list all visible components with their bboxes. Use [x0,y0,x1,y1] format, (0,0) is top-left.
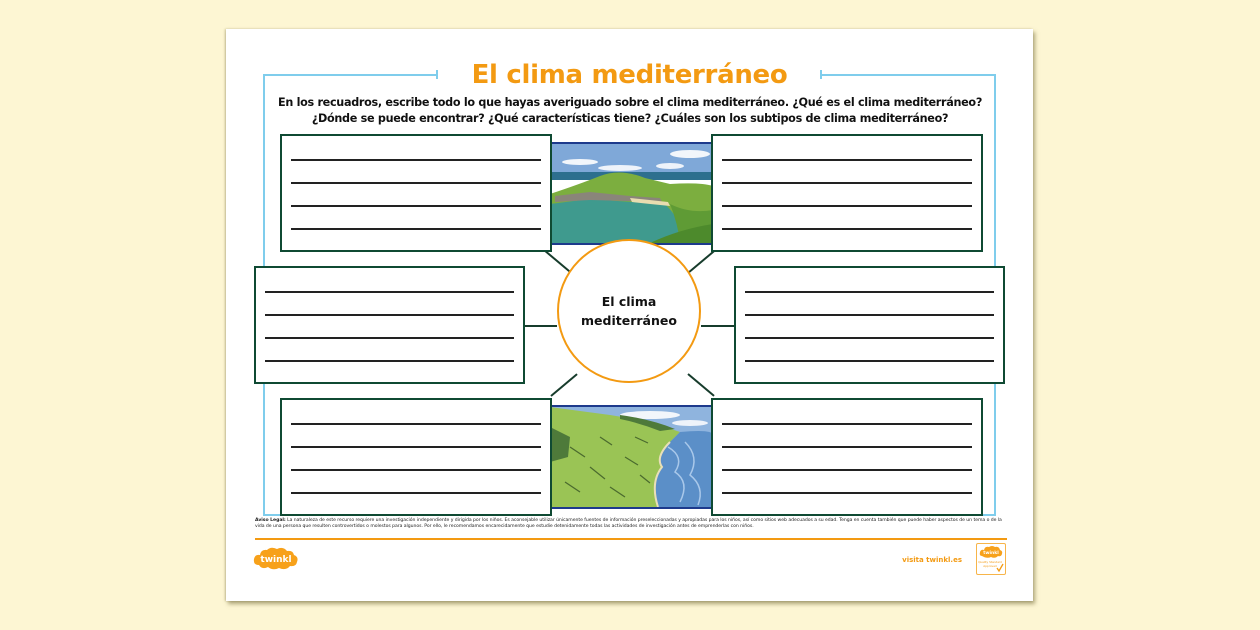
svg-text:Quality Standard: Quality Standard [978,560,1002,564]
writing-line [745,360,994,362]
footer-divider [255,538,1007,540]
instructions-text [266,95,994,127]
instructions-line-2: ¿Dónde se puede encontrar? ¿Qué características tiene? ¿Cuáles son los subtipos de clima mediterráneo? [311,112,949,125]
writing-line [722,469,972,471]
visit-twinkl-link[interactable]: visita twinkl.es [902,556,962,564]
legal-label: Aviso Legal: [255,518,286,523]
twinkl-cloud-icon [253,545,299,571]
writing-line [265,291,514,293]
center-topic-line-1: El clima [601,294,657,309]
quality-badge-icon [977,544,1004,573]
svg-text:twinkl: twinkl [983,551,999,556]
twinkl-logo[interactable] [253,545,299,571]
writing-line [291,469,541,471]
connector-top-left [543,249,570,272]
quality-standard-badge [976,543,1006,575]
writing-line [291,423,541,425]
coastal-bay-illustration [550,144,713,243]
center-topic-circle [557,239,701,383]
writing-line [722,446,972,448]
writing-line [722,492,972,494]
svg-text:Approved: Approved [983,564,997,568]
writing-line [265,360,514,362]
writing-line [291,228,541,230]
connector-bottom-right [687,373,714,396]
writing-line [291,182,541,184]
writing-line [722,182,972,184]
writing-line [291,159,541,161]
writing-box-bottom-left[interactable] [280,398,552,516]
writing-box-middle-right[interactable] [734,266,1005,384]
writing-box-bottom-right[interactable] [711,398,983,516]
hillside-coast-image [550,405,713,509]
writing-line [745,314,994,316]
writing-line [265,314,514,316]
writing-line [265,337,514,339]
green-hillside-coast-illustration [550,407,713,507]
coastal-bay-image [550,142,713,245]
center-topic-line-2: mediterráneo [581,313,677,328]
worksheet-title: El clima mediterráneo [471,60,788,90]
writing-box-top-left[interactable] [280,134,552,252]
connector-mid-left [523,325,557,327]
connector-top-right [687,250,714,273]
writing-line [291,446,541,448]
writing-line [745,291,994,293]
writing-line [722,228,972,230]
svg-text:twinkl: twinkl [260,555,292,565]
instructions-line-1: En los recuadros, escribe todo lo que hayas averiguado sobre el clima mediterráneo. ¿Qué es el clima mediterráneo? [277,96,983,109]
connector-bottom-left [550,373,577,396]
writing-box-top-right[interactable] [711,134,983,252]
legal-notice [255,518,1007,531]
writing-line [722,159,972,161]
writing-line [722,423,972,425]
writing-line [745,337,994,339]
writing-line [291,492,541,494]
legal-text: La naturaleza de este recurso requiere una investigación independiente y dirigida por los niños. Es aconsejable utilizar únicamente fuentes de información preseleccionadas y apropiadas para los niños, así como sitios web adecuados a su edad. Tenga en cuenta también que puede haber aspectos de un tema o de la vida de una persona que resulten controvertidos o molestos para algunos. Por ello, le recomendamos encarecidamente que estudie detenidamente todas las actividades de investigación antes de emprenderlas con niños. [255,518,1002,530]
connector-mid-right [701,325,736,327]
writing-line [291,205,541,207]
worksheet-page [226,29,1033,601]
writing-line [722,205,972,207]
writing-box-middle-left[interactable] [254,266,525,384]
